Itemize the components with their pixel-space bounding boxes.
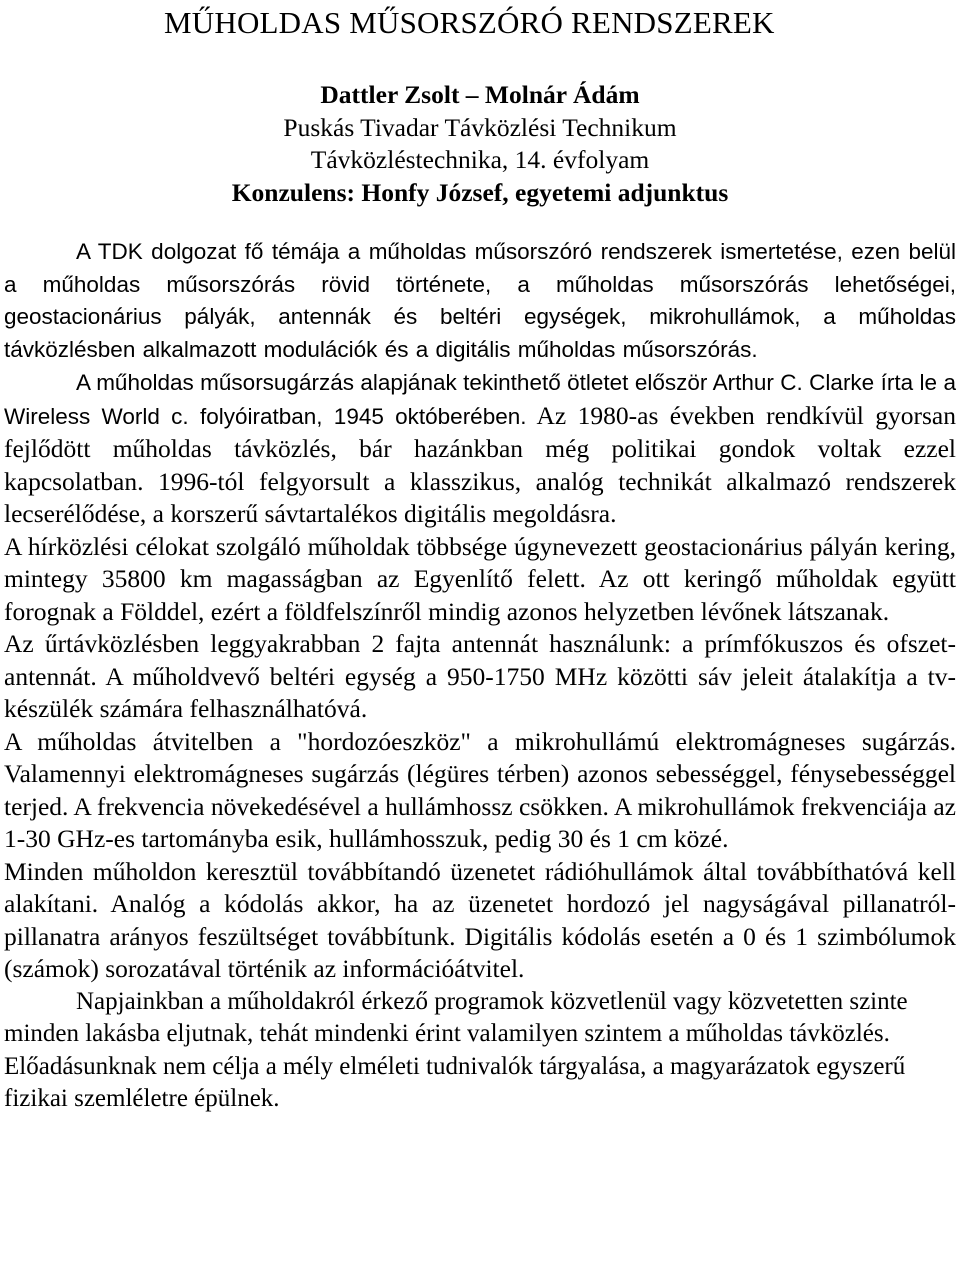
document-page [4,0,956,1116]
paragraph-history [4,366,956,531]
paragraph-closing: Napjainkban a műholdakról érkező programok közvetlenül vagy közvetetten szinte minden lakásba eljutnak, tehát mindenki érint valamilyen szintem a műholdas távközlés. Előadásunknak nem célja a mély elméleti tudnivalók tárgyalása, a magyarázatok egyszerű fizikai szemléletre épülnek. [4,987,908,1112]
paragraph-topic: A TDK dolgozat fő témája a műholdas műsorszóró rendszerek ismertetése, ezen belül a műholdas műsorszórás rövid története, a műholdas műsorszórás lehetőségei, geostacionárius pályák, antennák és beltéri egységek, mikrohullámok, a műholdas távközlésben alkalmazott modulációk és a digitális műholdas műsorszórás. [4,239,956,362]
paragraph-microwave: A műholdas átvitelben a "hordozóeszköz" a mikrohullámú elektromágneses sugárzás. Valamennyi elektromágneses sugárzás (légüres térben) azonos sebességgel, fénysebességgel terjed. A frekvencia növekedésével a hullámhossz csökken. A mikrohullámok frekvenciája az 1-30 GHz-es tartományba esik, hullámhosszuk, pedig 30 és 1 cm közé. [4,726,956,853]
paragraph-history-rest: Az 1980-as években rendkívül gyorsan fejlődött műholdas távközlés, bár hazánkban még politikai gondok voltak ezzel kapcsolatban. 1996-tól felgyorsult a klasszikus, analóg technikát alkalmazó rendszerek lecserélődése, a korszerű sávtartalékos digitális megoldásra. [4,400,957,528]
consultant-line: Konzulens: Honfy József, egyetemi adjunktus [231,177,729,207]
document-title: MŰHOLDAS MŰSORSZÓRÓ RENDSZEREK [164,5,775,40]
closing-block [4,986,956,1116]
paragraph-coding: Minden műholdon keresztül továbbítandó üzenetet rádióhullámok által továbbíthatóvá kell alakítani. Analóg a kódolás akkor, ha az üzenetet hordozó jel nagyságával pillanatról-pillanatra arányos feszültséget továbbítunk. Digitális kódolás esetén a 0 és 1 szimbólumok (számok) sorozatával történik az információátvitel. [4,856,956,983]
author-block [4,79,956,209]
paragraph-antenna: Az űrtávközlésben leggyakrabban 2 fajta antennát használunk: a prímfókuszos és ofszet-antennát. A műholdvevő beltéri egység a 950-1750 MHz közötti sáv jeleit átalakítja a tv-készülék számára felhasználhatóvá. [4,629,956,723]
paragraph-history-lead: A műholdas műsorsugárzás alapjának tekinthető ötletet először Arthur C. Clarke írta le a Wireless World c. folyóiratban, 1945 októberében. [4,370,956,429]
abstract-body [4,236,956,986]
course-line: Távközléstechnika, 14. évfolyam [310,145,650,174]
authors-line: Dattler Zsolt – Molnár Ádám [320,80,640,109]
institution-line: Puskás Tivadar Távközlési Technikum [283,112,677,142]
paragraph-orbit: A hírközlési célokat szolgáló műholdak többsége úgynevezett geostacionárius pályán kering, mintegy 35800 km magasságban az Egyenlítő felett. Az ott keringő műholdak együtt forognak a Földdel, ezért a földfelszínről mindig azonos helyzetben lévőnek látszanak. [4,531,956,626]
